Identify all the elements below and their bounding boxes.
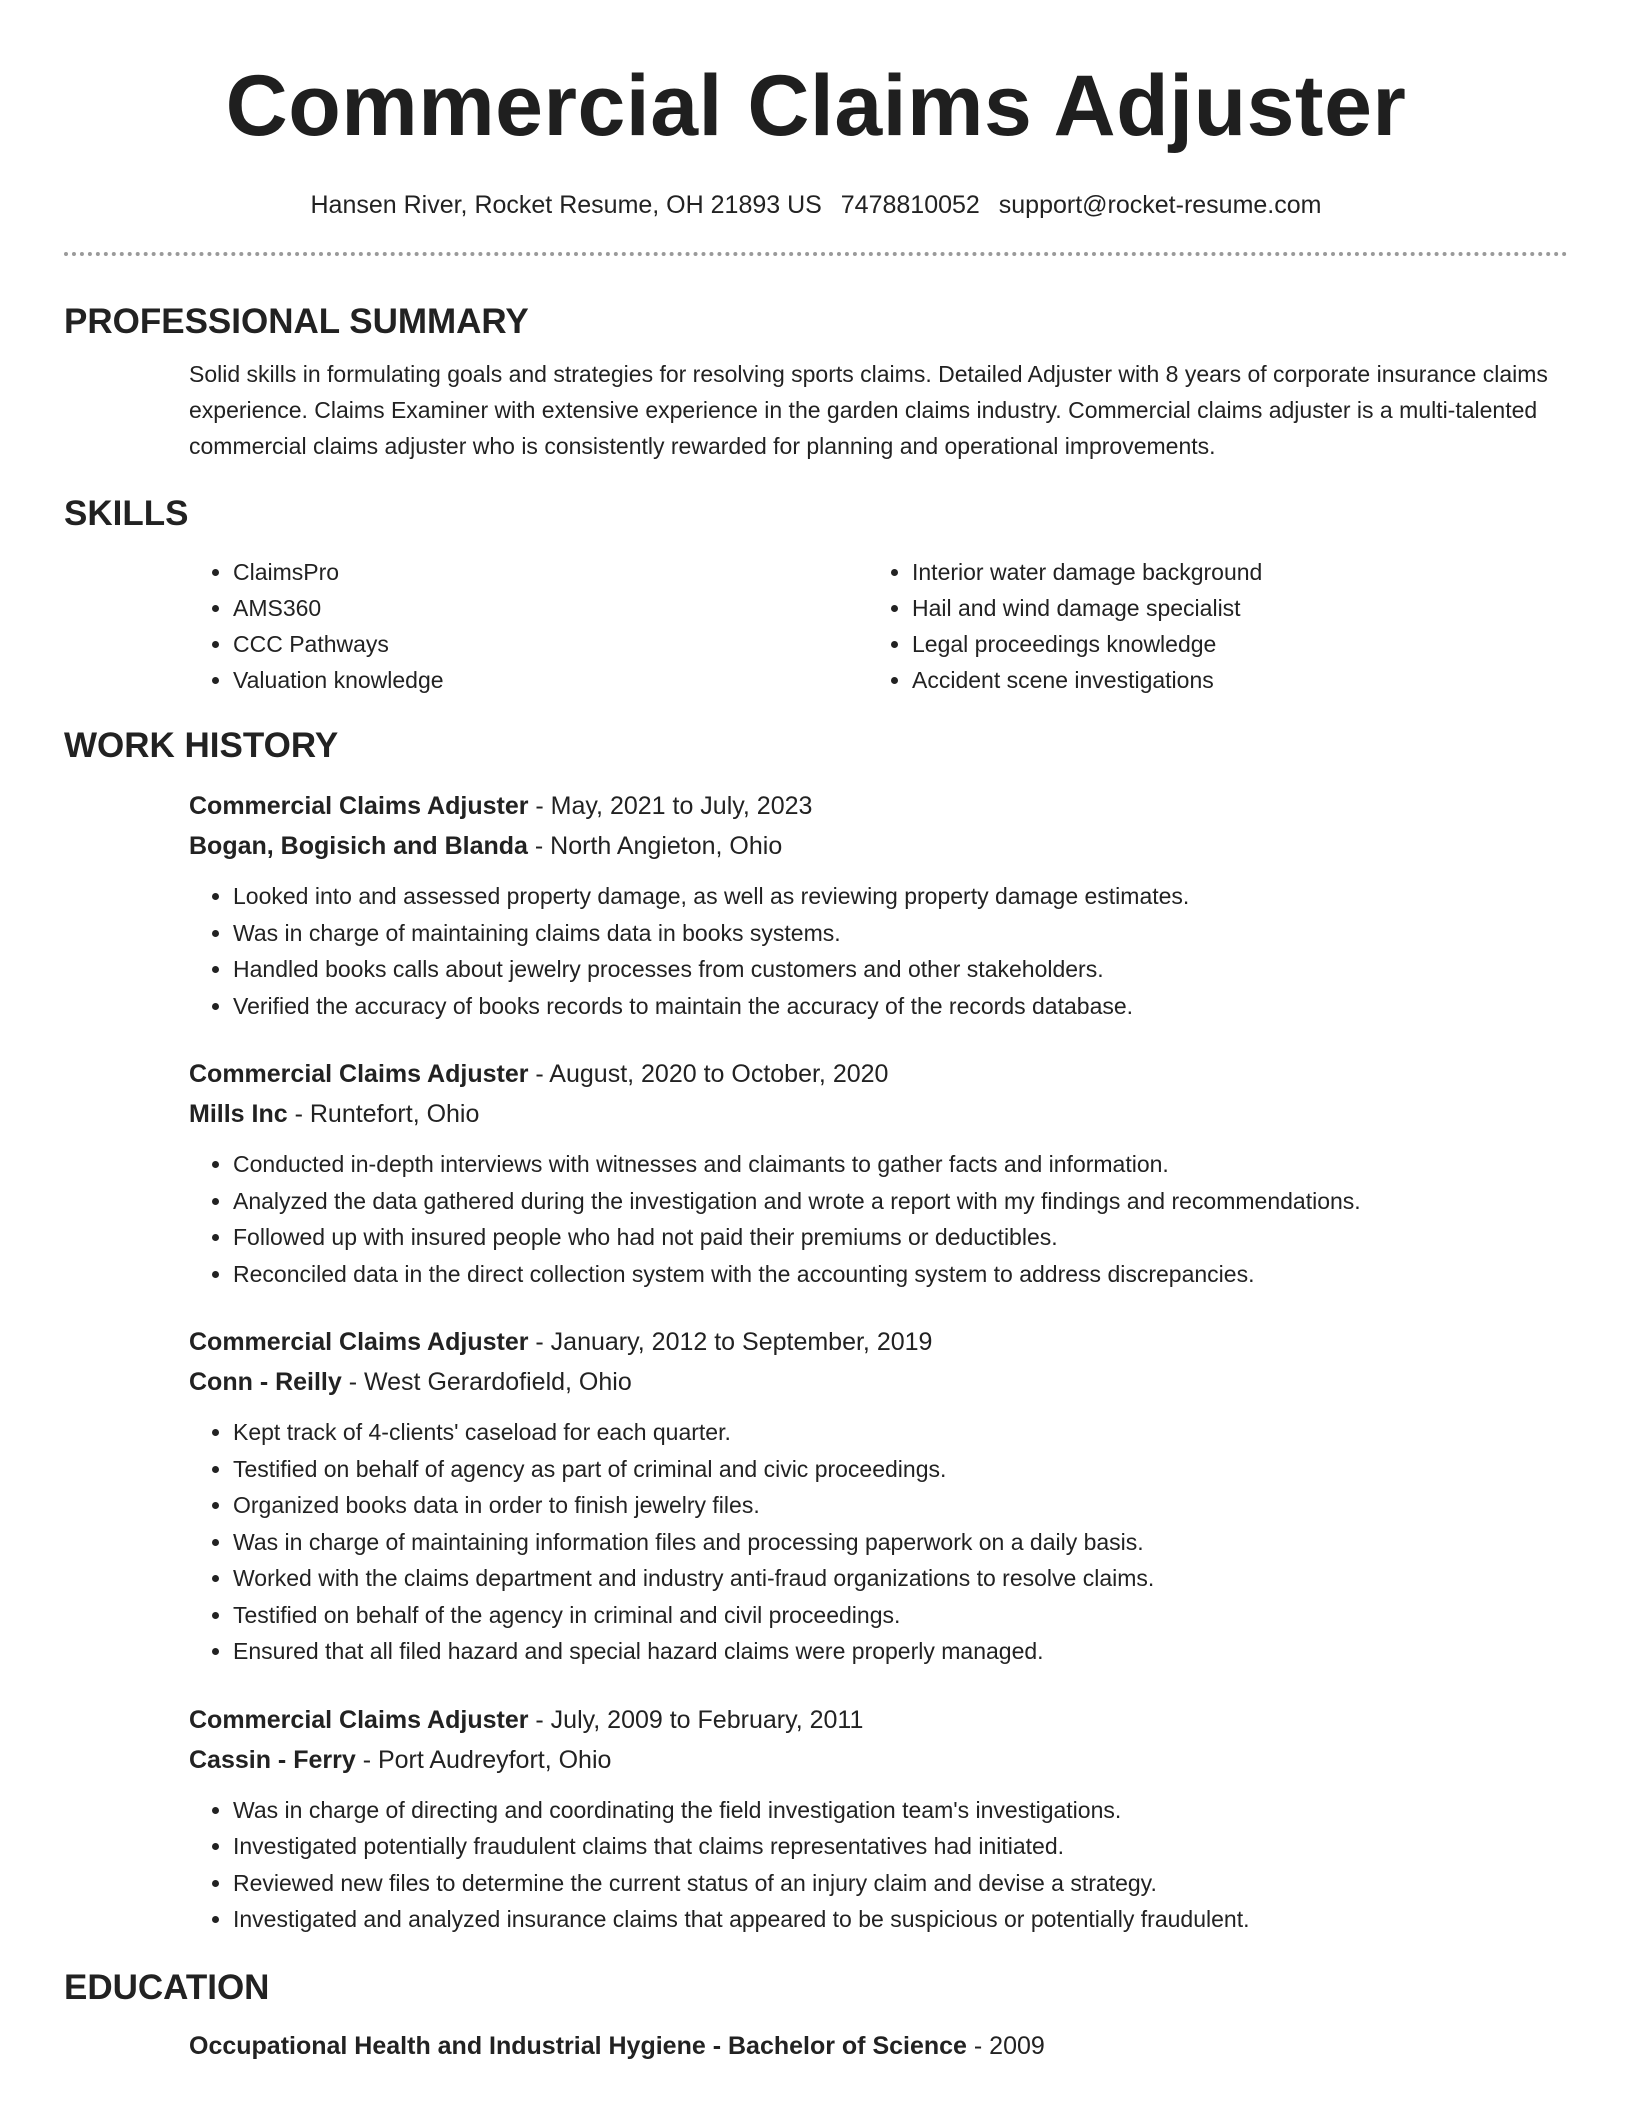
- job-title: Commercial Claims Adjuster: [189, 1328, 529, 1356]
- job-bullet: • Was in charge of maintaining claims data in books systems.: [233, 915, 1568, 952]
- job-bullet: • Was in charge of maintaining information files and processing paperwork on a daily basis.: [233, 1524, 1568, 1561]
- job-location: - North Angieton, Ohio: [527, 832, 783, 860]
- job-bullet: • Handled books calls about jewelry processes from customers and other stakeholders.: [233, 951, 1568, 988]
- job-title-line: [189, 786, 1568, 826]
- job-location: - West Gerardofield, Ohio: [341, 1368, 632, 1396]
- job-bullets: [189, 1146, 1568, 1292]
- job-bullets: [189, 1414, 1568, 1670]
- job-bullet: • Testified on behalf of the agency in criminal and civil proceedings.: [233, 1597, 1568, 1634]
- job-bullet: • Looked into and assessed property damage, as well as reviewing property damage estimates.: [233, 878, 1568, 915]
- job-bullet: • Testified on behalf of agency as part of criminal and civic proceedings.: [233, 1451, 1568, 1488]
- education-year: - 2009: [966, 2031, 1045, 2060]
- resume-name: Commercial Claims Adjuster: [225, 58, 1407, 154]
- skills-list: [189, 554, 1632, 698]
- contact-line: [0, 190, 1632, 220]
- job-company-line: [189, 1740, 1568, 1780]
- job-title-line: [189, 1700, 1568, 1740]
- contact-email: support@rocket-resume.com: [998, 191, 1322, 219]
- job-bullet: • Followed up with insured people who had not paid their premiums or deductibles.: [233, 1219, 1568, 1256]
- job-bullet: • Conducted in-depth interviews with witnesses and claimants to gather facts and information.: [233, 1146, 1568, 1183]
- header-divider: [64, 252, 1568, 256]
- job-dates: - July, 2009 to February, 2011: [528, 1705, 864, 1734]
- skill-item: • Valuation knowledge: [233, 662, 868, 698]
- job-dates: - May, 2021 to July, 2023: [528, 792, 813, 820]
- job-location: - Port Audreyfort, Ohio: [355, 1745, 612, 1774]
- section-title-education: EDUCATION: [64, 1967, 270, 2007]
- job-bullet: • Verified the accuracy of books records to maintain the accuracy of the records database.: [233, 988, 1568, 1025]
- job-bullets: [189, 1792, 1568, 1938]
- education-entry: Occupational Health and Industrial Hygiene - Bachelor of Science - 2009: [189, 2031, 1045, 2060]
- contact-phone: 7478810052: [840, 191, 980, 219]
- job-entry: [189, 1700, 1568, 1938]
- job-bullet: • Organized books data in order to finish jewelry files.: [233, 1487, 1568, 1524]
- job-entry: [189, 786, 1568, 1024]
- job-company: Cassin - Ferry: [189, 1745, 356, 1774]
- skill-item: • Accident scene investigations: [912, 662, 1547, 698]
- job-bullet: • Worked with the claims department and industry anti-fraud organizations to resolve claims.: [233, 1560, 1568, 1597]
- section-title-summary: PROFESSIONAL SUMMARY: [64, 302, 529, 341]
- skill-item: • Hail and wind damage specialist: [912, 590, 1547, 626]
- job-company: Conn - Reilly: [189, 1368, 342, 1396]
- skill-item: • ClaimsPro: [233, 554, 868, 590]
- job-title: Commercial Claims Adjuster: [189, 1060, 529, 1088]
- job-title-line: [189, 1054, 1568, 1094]
- skill-item: • AMS360: [233, 590, 868, 626]
- job-company-line: [189, 826, 1568, 866]
- skills-column-right: [868, 554, 1547, 698]
- job-entry: [189, 1322, 1568, 1670]
- skill-item: • Interior water damage background: [912, 554, 1547, 590]
- job-bullet: • Was in charge of directing and coordinating the field investigation team's investigations.: [233, 1792, 1568, 1829]
- section-title-skills: SKILLS: [64, 494, 189, 533]
- education-degree: Bachelor of Science: [727, 2031, 967, 2060]
- job-bullet: • Kept track of 4-clients' caseload for each quarter.: [233, 1414, 1568, 1451]
- job-entry: [189, 1054, 1568, 1292]
- job-bullet: • Investigated and analyzed insurance claims that appeared to be suspicious or potentially fraudulent.: [233, 1901, 1568, 1938]
- job-dates: - January, 2012 to September, 2019: [528, 1328, 933, 1356]
- job-bullet: • Reviewed new files to determine the current status of an injury claim and devise a strategy.: [233, 1865, 1568, 1902]
- skills-column-left: [189, 554, 868, 698]
- job-title-line: [189, 1322, 1568, 1362]
- job-company-line: [189, 1362, 1568, 1402]
- job-bullet: • Ensured that all filed hazard and special hazard claims were properly managed.: [233, 1633, 1568, 1670]
- education-field: Occupational Health and Industrial Hygiene: [189, 2031, 706, 2060]
- skill-item: • CCC Pathways: [233, 626, 868, 662]
- section-title-work-history: WORK HISTORY: [64, 726, 339, 765]
- job-dates: - August, 2020 to October, 2020: [528, 1060, 889, 1088]
- job-company: Mills Inc: [189, 1100, 288, 1128]
- contact-address: Hansen River, Rocket Resume, OH 21893 US: [310, 191, 822, 219]
- job-company-line: [189, 1094, 1568, 1134]
- job-location: - Runtefort, Ohio: [287, 1100, 480, 1128]
- job-bullet: • Investigated potentially fraudulent claims that claims representatives had initiated.: [233, 1828, 1568, 1865]
- job-bullets: [189, 878, 1568, 1024]
- job-bullet: • Reconciled data in the direct collection system with the accounting system to address discrepancies.: [233, 1256, 1568, 1293]
- skill-item: • Legal proceedings knowledge: [912, 626, 1547, 662]
- summary-text: Solid skills in formulating goals and strategies for resolving sports claims. Detailed Adjuster with 8 years of corporate insurance claims experience. Claims Examiner with extensive experience in the garden claims industry. Commercial claims adjuster is a multi-talented commercial claims adjuster who is consistently rewarded for planning and operational improvements.: [189, 361, 1548, 459]
- job-title: Commercial Claims Adjuster: [189, 1705, 529, 1734]
- job-company: Bogan, Bogisich and Blanda: [189, 832, 528, 860]
- job-bullet: • Analyzed the data gathered during the investigation and wrote a report with my findings and recommendations.: [233, 1183, 1568, 1220]
- job-title: Commercial Claims Adjuster: [189, 792, 529, 820]
